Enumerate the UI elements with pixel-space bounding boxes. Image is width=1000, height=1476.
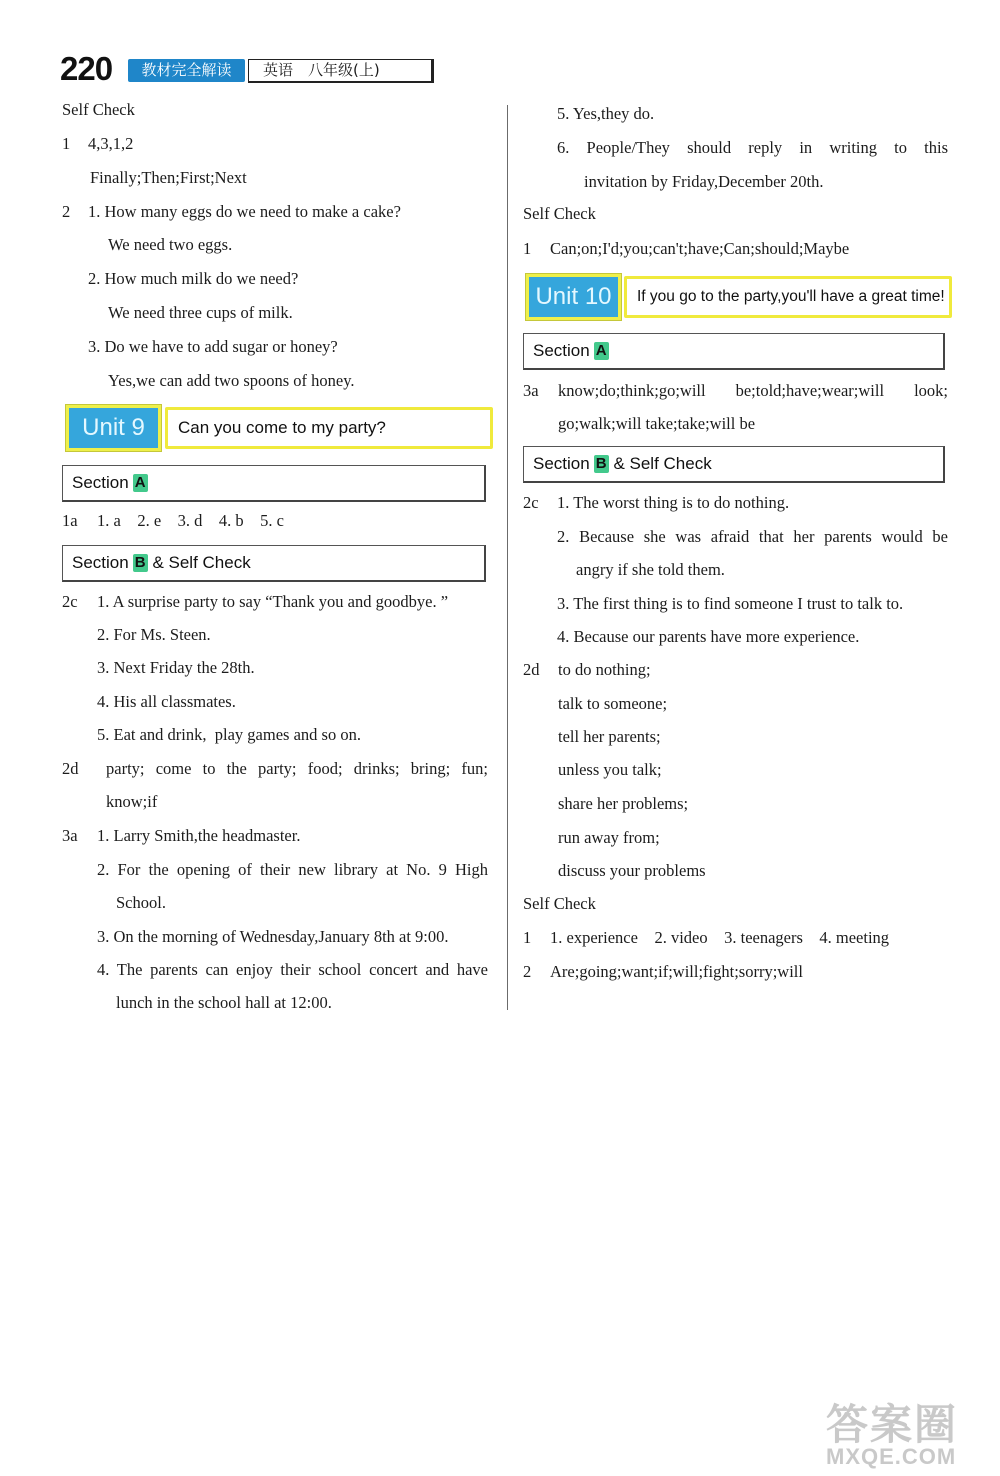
- answer-line: party; come to the party; food; drinks; bring; fun;: [106, 759, 488, 778]
- answer-line: 1. A surprise party to say “Thank you and goodbye. ”: [97, 592, 449, 611]
- answer-line: 3. Next Friday the 28th.: [97, 658, 255, 677]
- self-check-heading: Self Check: [523, 204, 596, 223]
- answer-line: go;walk;will take;take;will be: [558, 414, 756, 433]
- answer-line: 2. For Ms. Steen.: [97, 625, 211, 644]
- section-letter-badge: B: [133, 554, 148, 572]
- unit-10-title: If you go to the party,you'll have a great time!: [624, 276, 952, 318]
- answer-line: 2. For the opening of their new library at No. 9 High: [97, 860, 488, 879]
- answer-line: invitation by Friday,December 20th.: [584, 172, 824, 191]
- answer-line: We need three cups of milk.: [108, 303, 293, 322]
- book-title-tag: [128, 59, 418, 82]
- question-number: 1: [62, 134, 71, 153]
- answer-line: 4. His all classmates.: [97, 692, 236, 711]
- answer-line: 6. People/They should reply in writing to this: [557, 138, 948, 157]
- question-number: 1a: [62, 511, 78, 530]
- answer-line: 1. How many eggs do we need to make a cake?: [88, 202, 401, 221]
- section-letter-badge: A: [594, 342, 609, 360]
- question-number: 1: [523, 928, 532, 947]
- answer-line: 5. Yes,they do.: [557, 104, 655, 123]
- watermark-url: MXQE.COM: [826, 1444, 957, 1469]
- self-check-heading: Self Check: [523, 894, 596, 913]
- answer-line: 4. The parents can enjoy their school concert and have: [97, 960, 488, 979]
- question-number: 2c: [523, 493, 539, 512]
- answer-line: know;do;think;go;will be;told;have;wear;will look;: [558, 381, 948, 400]
- answer-line: know;if: [106, 792, 158, 811]
- section-a-heading: [523, 333, 945, 370]
- answer-line: talk to someone;: [558, 694, 668, 713]
- answer-line: 1. a 2. e 3. d 4. b 5. c: [97, 511, 284, 530]
- question-number: 2d: [62, 759, 79, 778]
- section-letter-badge: A: [133, 474, 148, 492]
- answer-line: Finally;Then;First;Next: [90, 168, 247, 187]
- answer-line: 4,3,1,2: [88, 134, 134, 153]
- answer-line: run away from;: [558, 828, 660, 847]
- answer-line: unless you talk;: [558, 760, 662, 779]
- answer-line: 3. Do we have to add sugar or honey?: [88, 337, 338, 356]
- answer-line: Are;going;want;if;will;fight;sorry;will: [550, 962, 803, 981]
- section-label: Section: [533, 341, 590, 360]
- answer-line: 3. On the morning of Wednesday,January 8th at 9:00.: [97, 927, 449, 946]
- answer-line: 1. experience 2. video 3. teenagers 4. meeting: [550, 928, 890, 947]
- answer-line: discuss your problems: [558, 861, 706, 880]
- section-label: Section: [72, 553, 129, 572]
- answer-line: angry if she told them.: [576, 560, 725, 579]
- answer-line: 3. The first thing is to find someone I trust to talk to.: [557, 594, 904, 613]
- self-check-heading: Self Check: [62, 100, 135, 119]
- section-a-heading: [62, 465, 486, 502]
- watermark-logo: 答案圈: [826, 1400, 959, 1449]
- question-number: 3a: [62, 826, 78, 845]
- answer-line: School.: [116, 893, 166, 912]
- answer-line: 5. Eat and drink, play games and so on.: [97, 725, 361, 744]
- question-number: 2: [62, 202, 71, 221]
- page-number: 220: [60, 50, 113, 87]
- answer-line: to do nothing;: [558, 660, 651, 679]
- section-letter-badge: B: [594, 455, 609, 473]
- section-b-heading: [523, 446, 945, 483]
- series-label: 教材完全解读: [128, 59, 245, 82]
- answer-line: 2. How much milk do we need?: [88, 269, 299, 288]
- answer-line: 4. Because our parents have more experience.: [557, 627, 860, 646]
- section-b-heading: [62, 545, 486, 582]
- answer-line: 1. The worst thing is to do nothing.: [557, 493, 790, 512]
- column-divider: [507, 105, 508, 1010]
- section-label: Section: [72, 473, 129, 492]
- question-number: 2: [523, 962, 532, 981]
- answer-line: Can;on;I'd;you;can't;have;Can;should;Maybe: [550, 239, 850, 258]
- unit-9-tag: Unit 9: [66, 405, 161, 451]
- book-label: 英语 八年级(上): [248, 59, 434, 83]
- answer-line: share her problems;: [558, 794, 689, 813]
- question-number: 1: [523, 239, 532, 258]
- question-number: 2d: [523, 660, 540, 679]
- section-suffix: & Self Check: [613, 454, 712, 473]
- section-label: Section: [533, 454, 590, 473]
- answer-line: lunch in the school hall at 12:00.: [116, 993, 332, 1012]
- answer-line: tell her parents;: [558, 727, 661, 746]
- answer-line: We need two eggs.: [108, 235, 233, 254]
- question-number: 2c: [62, 592, 78, 611]
- unit-10-tag: Unit 10: [526, 274, 621, 320]
- section-suffix: & Self Check: [152, 553, 251, 572]
- answer-line: Yes,we can add two spoons of honey.: [108, 371, 355, 390]
- unit-9-title: Can you come to my party?: [165, 407, 493, 449]
- question-number: 3a: [523, 381, 539, 400]
- answer-line: 2. Because she was afraid that her parents would be: [557, 527, 948, 546]
- answer-line: 1. Larry Smith,the headmaster.: [97, 826, 301, 845]
